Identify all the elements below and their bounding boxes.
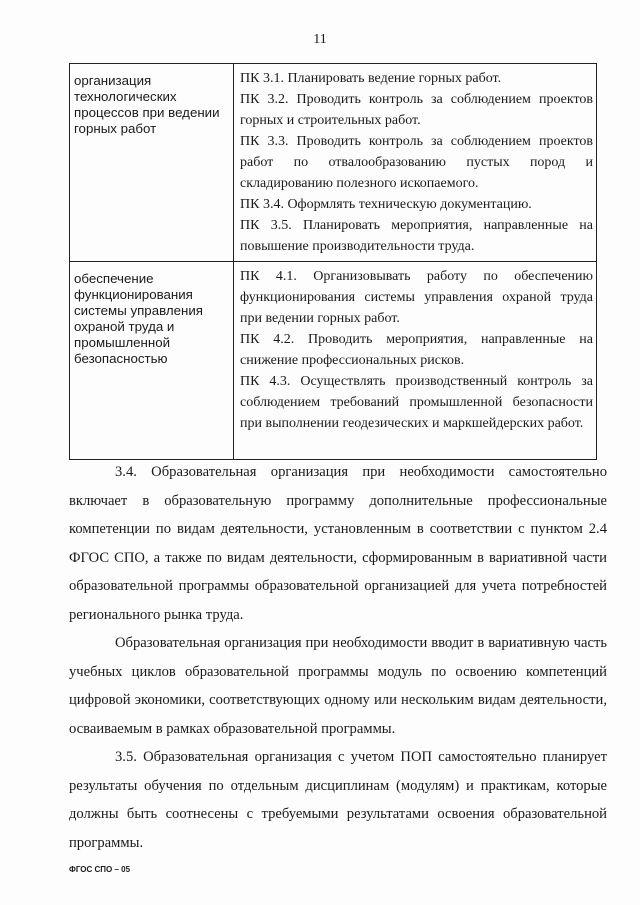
paragraph-3-4: 3.4. Образовательная организация при необходимости самостоятельно включает в образовательную программу дополнительные профессиональные компетенции по видам деятельности, установленным в соответствии с пунктом 2.4 ФГОС СПО, а также по видам деятельности, сформированным в вариативной части образовательной программы образовательной организацией для учета потребностей регионального рынка труда. bbox=[69, 464, 607, 623]
competence-item: ПК 4.1. Организовывать работу по обеспечению функционирования системы управления охраной труда при ведении горных работ. bbox=[240, 269, 593, 326]
competence-item: ПК 3.2. Проводить контроль за соблюдением проектов горных и строительных работ. bbox=[240, 92, 593, 128]
competences-cell bbox=[234, 64, 597, 262]
table-row bbox=[70, 262, 597, 460]
body-text bbox=[69, 458, 607, 857]
competences-cell bbox=[234, 262, 597, 460]
table-row bbox=[70, 64, 597, 262]
competence-item: ПК 3.3. Проводить контроль за соблюдением проектов работ по отвалообразованию пустых пород и складированию полезного ископаемого. bbox=[240, 134, 593, 191]
competence-item: ПК 4.2. Проводить мероприятия, направленные на снижение профессиональных рисков. bbox=[240, 332, 593, 368]
paragraph-digital-economy: Образовательная организация при необходимости вводит в вариативную часть учебных циклов образовательной программы модуль по освоению компетенций цифровой экономики, соответствующих одному или нескольким видам деятельности, осваиваемым в рамках образовательной программы. bbox=[69, 635, 607, 737]
competence-item: ПК 3.5. Планировать мероприятия, направленные на повышение производительности труда. bbox=[240, 218, 593, 254]
footer-label: ФГОС СПО – 05 bbox=[69, 865, 131, 874]
activity-cell: обеспечение функционирования системы управления охраной труда и промышленной безопасностью bbox=[70, 262, 234, 460]
competence-table bbox=[69, 63, 597, 460]
page-number: 11 bbox=[313, 32, 327, 47]
paragraph-3-5: 3.5. Образовательная организация с учетом ПОП самостоятельно планирует результаты обучения по отдельным дисциплинам (модулям) и практикам, которые должны быть соотнесены с требуемыми результатами освоения образовательной программы. bbox=[69, 749, 607, 851]
activity-cell: организация технологических процессов при ведении горных работ bbox=[70, 64, 234, 262]
competence-item: ПК 3.1. Планировать ведение горных работ. bbox=[240, 71, 502, 86]
competence-item: ПК 3.4. Оформлять техническую документацию. bbox=[240, 197, 532, 212]
competence-item: ПК 4.3. Осуществлять производственный контроль за соблюдением требований промышленной безопасности при выполнении геодезических и маркшейдерских работ. bbox=[240, 374, 593, 431]
